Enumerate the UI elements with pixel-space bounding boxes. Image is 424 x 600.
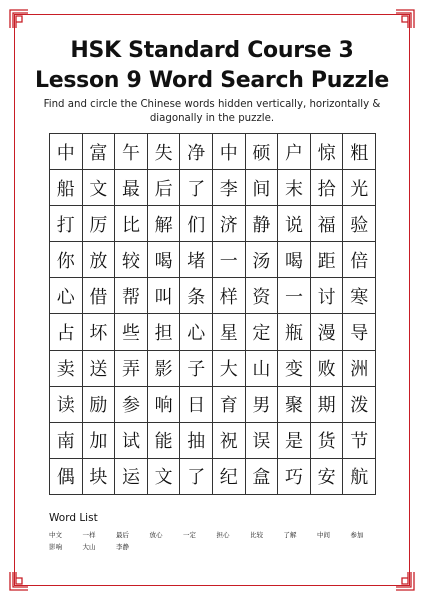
word-list-item: 参加 [350, 531, 364, 539]
grid-cell[interactable]: 试 [115, 423, 148, 459]
grid-cell[interactable]: 拾 [311, 170, 344, 206]
grid-cell[interactable]: 样 [213, 278, 246, 314]
grid-cell[interactable]: 弄 [115, 351, 148, 387]
grid-cell[interactable]: 一 [278, 278, 311, 314]
grid-cell[interactable]: 净 [180, 134, 213, 170]
grid-cell[interactable]: 资 [246, 278, 279, 314]
word-list-item: 比较 [250, 531, 263, 539]
grid-cell[interactable]: 变 [278, 351, 311, 387]
word-list-item: 李静 [116, 543, 129, 551]
word-list-item: 了解 [283, 531, 297, 539]
grid-cell[interactable]: 打 [50, 206, 83, 242]
grid-cell[interactable]: 聚 [278, 387, 311, 423]
grid-cell[interactable]: 中 [50, 134, 83, 170]
word-list-item: 中间 [317, 531, 330, 539]
grid-cell[interactable]: 节 [343, 423, 376, 459]
grid-cell[interactable]: 读 [50, 387, 83, 423]
grid-cell[interactable]: 帮 [115, 278, 148, 314]
grid-cell[interactable]: 盒 [246, 459, 279, 495]
grid-cell[interactable]: 李 [213, 170, 246, 206]
grid-cell[interactable]: 担 [148, 314, 181, 350]
grid-cell[interactable]: 加 [83, 423, 116, 459]
grid-cell[interactable]: 祝 [213, 423, 246, 459]
grid-cell[interactable]: 山 [246, 351, 279, 387]
word-search-grid [49, 133, 376, 495]
grid-cell[interactable]: 寒 [343, 278, 376, 314]
grid-cell[interactable]: 定 [246, 314, 279, 350]
grid-cell[interactable]: 送 [83, 351, 116, 387]
page-title-line-2: Lesson 9 Word Search Puzzle [35, 68, 389, 93]
grid-cell[interactable]: 光 [343, 170, 376, 206]
word-list-item: 放心 [149, 531, 163, 539]
grid-cell[interactable]: 硕 [246, 134, 279, 170]
grid-cell[interactable]: 误 [246, 423, 279, 459]
word-list-item: 一样 [82, 531, 96, 539]
grid-cell[interactable]: 男 [246, 387, 279, 423]
grid-cell[interactable]: 们 [180, 206, 213, 242]
grid-cell[interactable]: 较 [115, 242, 148, 278]
grid-cell[interactable]: 参 [115, 387, 148, 423]
grid-cell[interactable]: 间 [246, 170, 279, 206]
grid-cell[interactable]: 船 [50, 170, 83, 206]
grid-cell[interactable]: 条 [180, 278, 213, 314]
grid-cell[interactable]: 影 [148, 351, 181, 387]
word-list-title: Word List [49, 512, 98, 524]
grid-cell[interactable]: 南 [50, 423, 83, 459]
corner-ornament-icon [395, 571, 415, 591]
grid-cell[interactable]: 失 [148, 134, 181, 170]
grid-cell[interactable]: 运 [115, 459, 148, 495]
grid-cell[interactable]: 静 [246, 206, 279, 242]
grid-cell[interactable]: 你 [50, 242, 83, 278]
grid-cell[interactable]: 抽 [180, 423, 213, 459]
grid-cell[interactable]: 瓶 [278, 314, 311, 350]
grid-cell[interactable]: 纪 [213, 459, 246, 495]
grid-cell[interactable]: 验 [343, 206, 376, 242]
grid-cell[interactable]: 了 [180, 170, 213, 206]
grid-cell[interactable]: 喝 [148, 242, 181, 278]
grid-cell[interactable]: 败 [311, 351, 344, 387]
grid-cell[interactable]: 粗 [343, 134, 376, 170]
grid-cell[interactable]: 是 [278, 423, 311, 459]
grid-cell[interactable]: 导 [343, 314, 376, 350]
grid-cell[interactable]: 堵 [180, 242, 213, 278]
grid-cell[interactable]: 惊 [311, 134, 344, 170]
grid-cell[interactable]: 富 [83, 134, 116, 170]
grid-cell[interactable]: 洲 [343, 351, 376, 387]
grid-cell[interactable]: 解 [148, 206, 181, 242]
grid-cell[interactable]: 日 [180, 387, 213, 423]
instructions: Find and circle the Chinese words hidden vertically, horizontally & diagonally in the puzzle. [43, 99, 381, 124]
grid-cell[interactable]: 比 [115, 206, 148, 242]
grid-cell[interactable]: 最 [115, 170, 148, 206]
word-list-item: 一定 [183, 531, 196, 539]
grid-cell[interactable]: 心 [180, 314, 213, 350]
grid-cell[interactable]: 星 [213, 314, 246, 350]
word-list-item: 影响 [49, 543, 62, 551]
grid-cell[interactable]: 泼 [343, 387, 376, 423]
grid-cell[interactable]: 厉 [83, 206, 116, 242]
grid-cell[interactable]: 子 [180, 351, 213, 387]
grid-cell[interactable]: 末 [278, 170, 311, 206]
grid-cell[interactable]: 心 [50, 278, 83, 314]
word-list-item: 最后 [116, 531, 129, 539]
grid-cell[interactable]: 后 [148, 170, 181, 206]
grid-cell[interactable]: 喝 [278, 242, 311, 278]
grid-cell[interactable]: 福 [311, 206, 344, 242]
grid-cell[interactable]: 中 [213, 134, 246, 170]
grid-cell[interactable]: 些 [115, 314, 148, 350]
grid-cell[interactable]: 卖 [50, 351, 83, 387]
corner-ornament-icon [9, 571, 29, 591]
word-list-item: 大山 [82, 543, 96, 551]
corner-ornament-icon [395, 9, 415, 29]
grid-cell[interactable]: 说 [278, 206, 311, 242]
corner-ornament-icon [9, 9, 29, 29]
page-title-line-1: HSK Standard Course 3 [70, 38, 354, 63]
grid-cell[interactable]: 借 [83, 278, 116, 314]
grid-cell[interactable]: 讨 [311, 278, 344, 314]
grid-cell[interactable]: 了 [180, 459, 213, 495]
word-list-item: 担心 [216, 531, 230, 539]
grid-cell[interactable]: 户 [278, 134, 311, 170]
grid-cell[interactable]: 偶 [50, 459, 83, 495]
grid-cell[interactable]: 能 [148, 423, 181, 459]
grid-cell[interactable]: 育 [213, 387, 246, 423]
grid-cell[interactable]: 文 [148, 459, 181, 495]
grid-cell[interactable]: 块 [83, 459, 116, 495]
grid-cell[interactable]: 坏 [83, 314, 116, 350]
grid-cell[interactable]: 距 [311, 242, 344, 278]
grid-cell[interactable]: 安 [311, 459, 344, 495]
grid-cell[interactable]: 巧 [278, 459, 311, 495]
grid-cell[interactable]: 航 [343, 459, 376, 495]
word-list-item: 中文 [49, 531, 62, 539]
grid-cell[interactable]: 期 [311, 387, 344, 423]
grid-cell[interactable]: 一 [213, 242, 246, 278]
grid-cell[interactable]: 占 [50, 314, 83, 350]
grid-cell[interactable]: 文 [83, 170, 116, 206]
grid-cell[interactable]: 汤 [246, 242, 279, 278]
grid-cell[interactable]: 放 [83, 242, 116, 278]
grid-cell[interactable]: 励 [83, 387, 116, 423]
grid-cell[interactable]: 午 [115, 134, 148, 170]
word-list [49, 530, 384, 551]
grid-cell[interactable]: 漫 [311, 314, 344, 350]
grid-cell[interactable]: 大 [213, 351, 246, 387]
grid-cell[interactable]: 响 [148, 387, 181, 423]
grid-cell[interactable]: 济 [213, 206, 246, 242]
grid-cell[interactable]: 货 [311, 423, 344, 459]
grid-cell[interactable]: 叫 [148, 278, 181, 314]
grid-cell[interactable]: 倍 [343, 242, 376, 278]
